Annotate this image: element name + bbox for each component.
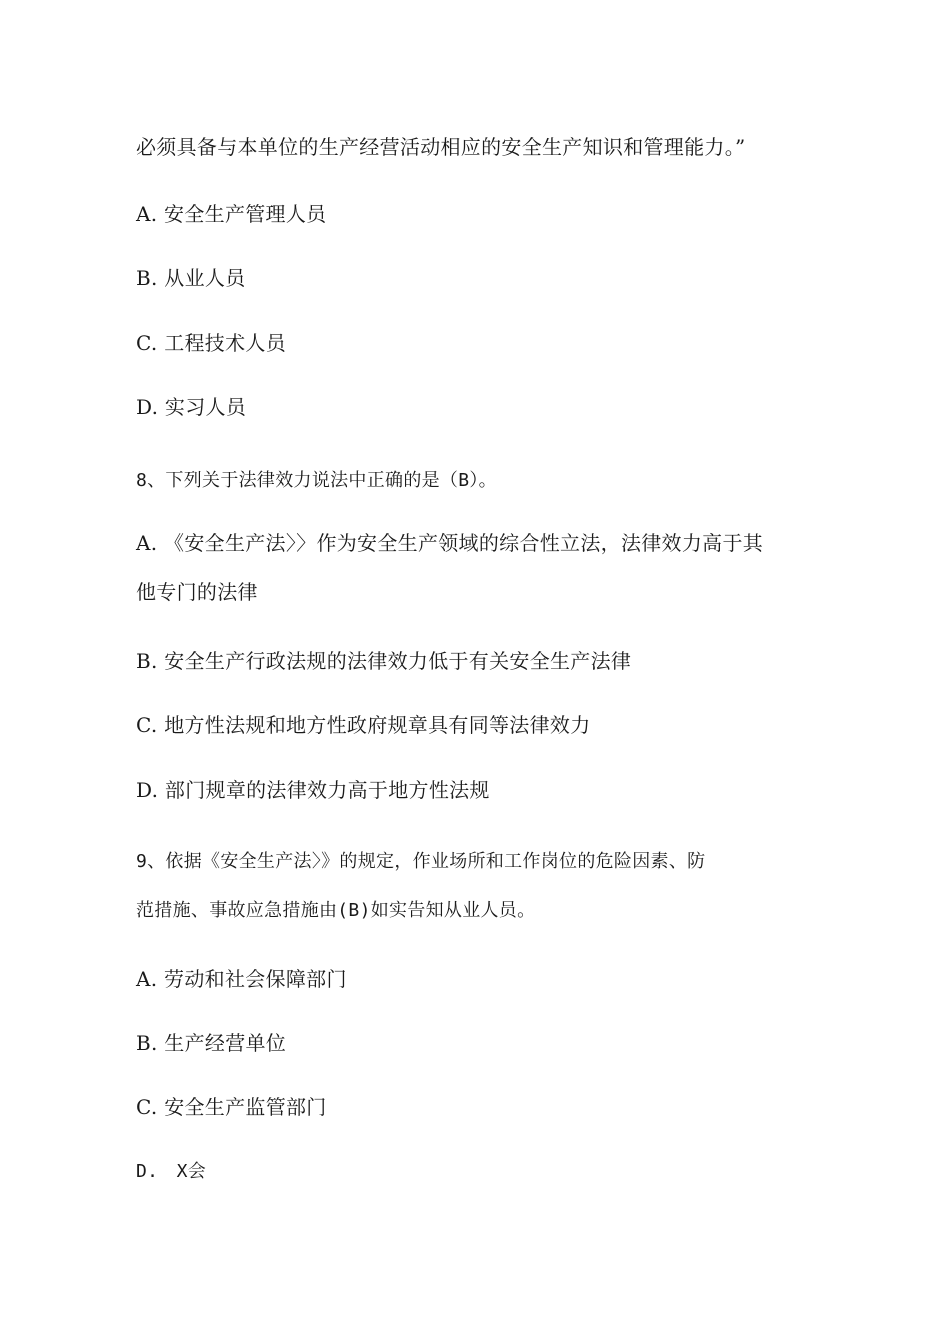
q8-option-b: B. 安全生产行政法规的法律效力低于有关安全生产法律 [136,649,632,673]
q9-option-d: D. X会 [136,1161,207,1182]
q7-option-c: C. 工程技术人员 [136,331,287,355]
q7-option-a: A. 安全生产管理人员 [136,202,327,226]
q9-option-c: C. 安全生产监管部门 [136,1095,327,1119]
q7-option-b: B. 从业人员 [136,266,246,290]
q7-option-d: D. 实习人员 [136,395,247,419]
q9-stem-line1: 9、依据《安全生产法〉》的规定，作业场所和工作岗位的危险因素、防 [136,851,706,872]
q9-stem-line2: 范措施、事故应急措施由(B)如实告知从业人员。 [136,900,536,921]
q8-option-a-line1: A. 《安全生产法〉〉作为安全生产领域的综合性立法，法律效力高于其 [136,531,764,555]
q8-option-a-line2: 他专门的法律 [136,580,258,604]
q8-option-c: C. 地方性法规和地方性政府规章具有同等法律效力 [136,713,591,737]
q8-stem: 8、下列关于法律效力说法中正确的是（B）。 [136,470,497,491]
q9-option-a: A. 劳动和社会保障部门 [136,967,347,991]
q7-stem-continuation: 必须具备与本单位的生产经营活动相应的安全生产知识和管理能力。” [136,135,746,159]
q8-option-d: D. 部门规章的法律效力高于地方性法规 [136,778,490,802]
q9-option-b: B. 生产经营单位 [136,1031,287,1055]
